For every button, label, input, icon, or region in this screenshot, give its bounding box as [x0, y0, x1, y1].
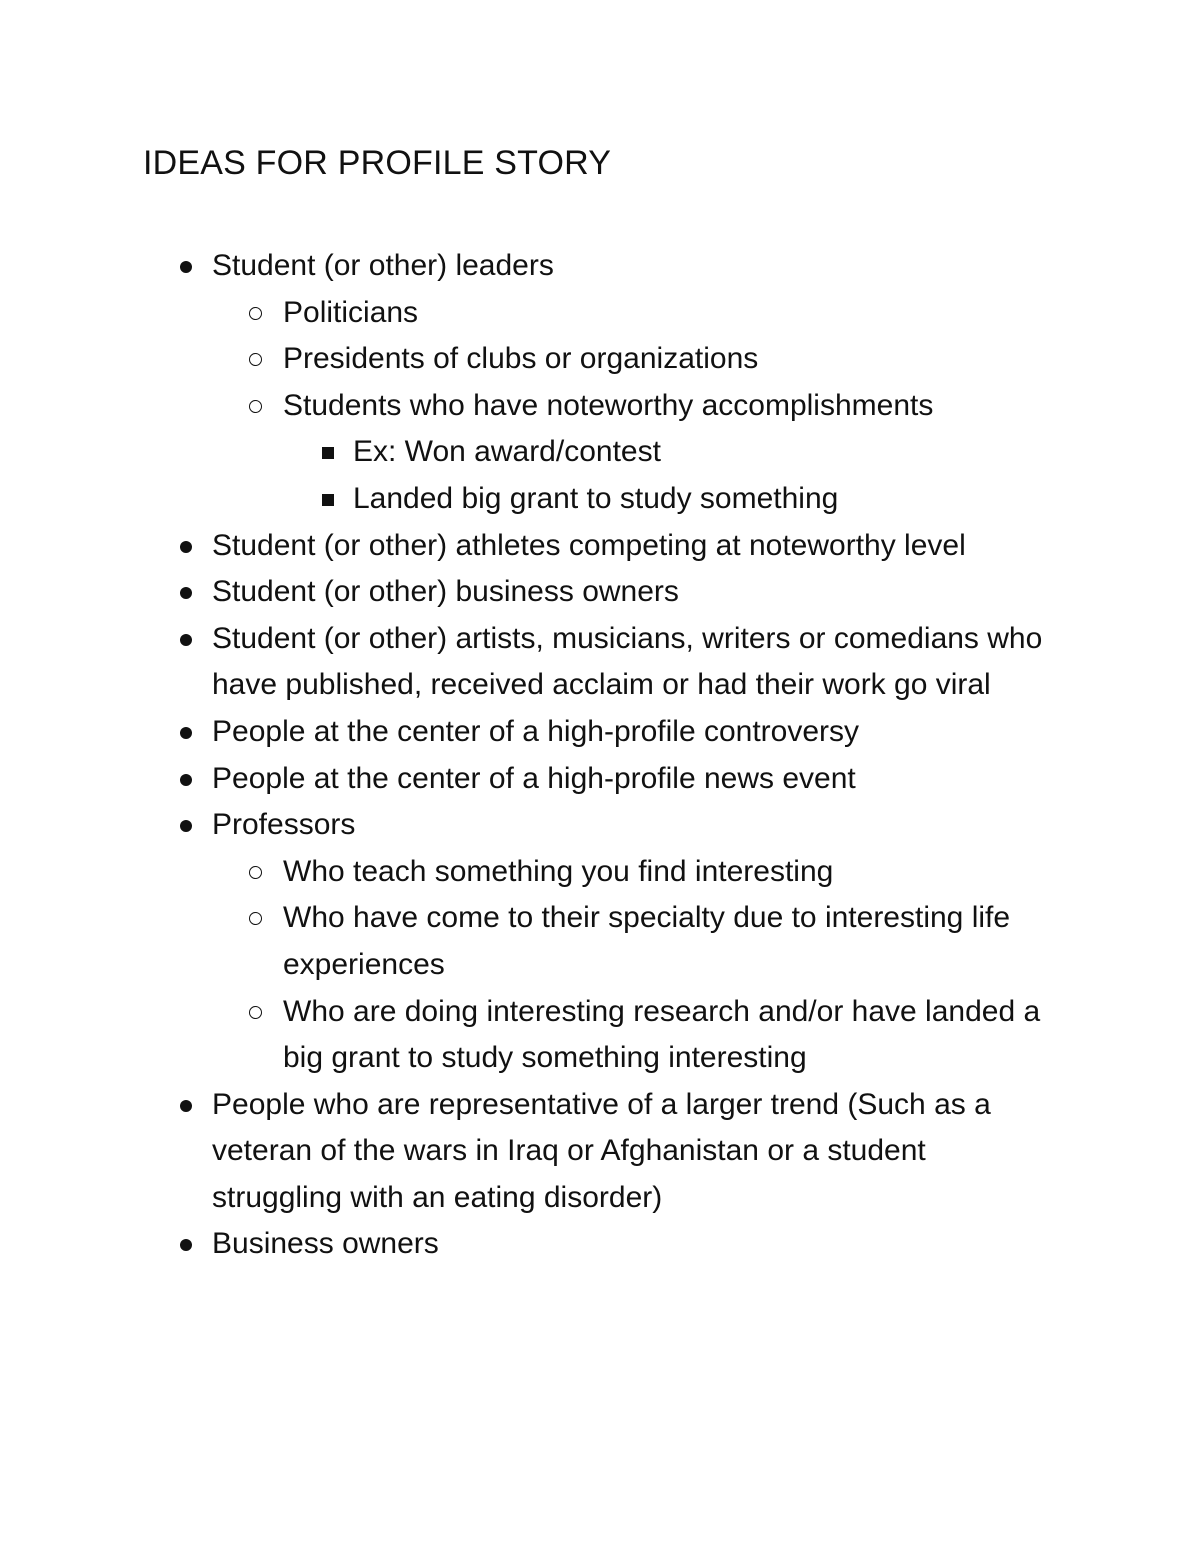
- hollow-bullet-icon: [249, 1006, 262, 1019]
- list-item: [0, 1221, 1200, 1268]
- list-item: [0, 336, 1200, 383]
- hollow-bullet-icon: [249, 353, 262, 366]
- hollow-bullet-icon: [249, 400, 262, 413]
- sub-sub-list: [0, 429, 1200, 522]
- sub-list: [0, 290, 1200, 523]
- list-item: [0, 429, 1200, 476]
- list-item-text: Who are doing interesting research and/or have landed a big grant to study something interesting: [283, 994, 1041, 1075]
- list-item: [0, 616, 1200, 709]
- list-item-text: People at the center of a high-profile controversy: [212, 714, 860, 748]
- list-item-text: Student (or other) athletes competing at noteworthy level: [212, 528, 966, 562]
- list-item: [0, 523, 1200, 570]
- list-item: [0, 849, 1200, 896]
- list-item: [0, 476, 1200, 523]
- list-item: [0, 1082, 1200, 1222]
- filled-bullet-icon: [180, 1100, 192, 1112]
- list-item-text: People at the center of a high-profile news event: [212, 761, 856, 795]
- filled-bullet-icon: [180, 587, 192, 599]
- list-item-text: Students who have noteworthy accomplishments: [283, 388, 934, 422]
- sub-list: [0, 849, 1200, 1082]
- list-item-text: Ex: Won award/contest: [353, 435, 661, 469]
- list-item-text: Landed big grant to study something: [353, 481, 839, 515]
- filled-bullet-icon: [180, 774, 192, 786]
- square-bullet-icon: [322, 494, 334, 506]
- hollow-bullet-icon: [249, 866, 262, 879]
- ideas-list: [0, 243, 1200, 1268]
- list-item-text: People who are representative of a larger trend (Such as a veteran of the wars in Iraq or Afghanistan or a student struggling with an eating disorder): [212, 1087, 991, 1214]
- filled-bullet-icon: [180, 541, 192, 553]
- list-item-text: Presidents of clubs or organizations: [283, 342, 759, 376]
- filled-bullet-icon: [180, 727, 192, 739]
- list-item: [0, 290, 1200, 337]
- list-item-text: Business owners: [212, 1227, 439, 1261]
- list-item: [0, 709, 1200, 756]
- page-title: IDEAS FOR PROFILE STORY: [143, 144, 612, 182]
- list-item: [0, 756, 1200, 803]
- list-item-text: Student (or other) leaders: [212, 249, 554, 282]
- filled-bullet-icon: [180, 820, 192, 832]
- list-item: [0, 243, 1200, 523]
- list-item-text: Who teach something you find interesting: [283, 854, 834, 888]
- filled-bullet-icon: [180, 261, 192, 273]
- list-item-text: Professors: [212, 808, 356, 842]
- list-item: [0, 569, 1200, 616]
- filled-bullet-icon: [180, 634, 192, 646]
- list-item-text: Politicians: [283, 295, 419, 329]
- list-item-text: Student (or other) business owners: [212, 575, 679, 609]
- list-item: [0, 383, 1200, 523]
- list-item-text: Who have come to their specialty due to interesting life experiences: [283, 901, 1011, 981]
- list-item: [0, 989, 1200, 1082]
- list-item-text: Student (or other) artists, musicians, writers or comedians who have published, received acclaim or had their work go viral: [212, 621, 1043, 702]
- hollow-bullet-icon: [249, 307, 262, 320]
- list-item: [0, 802, 1200, 1082]
- square-bullet-icon: [322, 447, 334, 459]
- list-item: [0, 895, 1200, 988]
- hollow-bullet-icon: [249, 912, 262, 925]
- filled-bullet-icon: [180, 1239, 192, 1251]
